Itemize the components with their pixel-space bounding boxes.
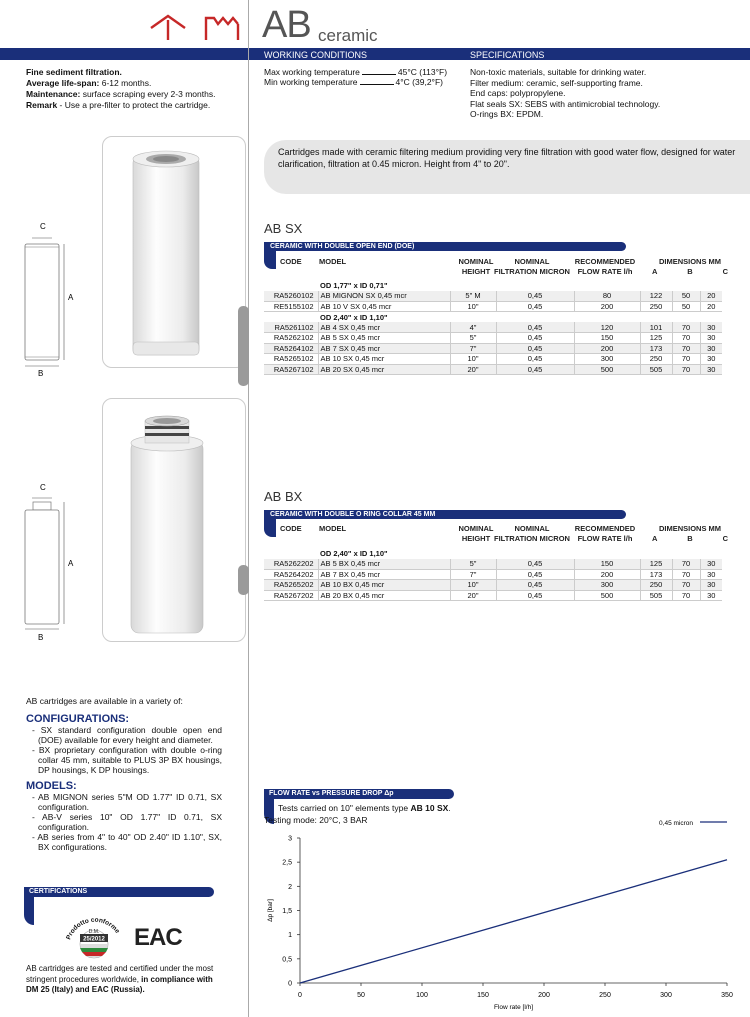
intro-line1: Fine sediment filtration.: [26, 67, 122, 77]
cell-micron: 0,45: [496, 590, 574, 601]
lifespan-label: Average life-span:: [26, 78, 100, 88]
dm25-seal-icon: [62, 906, 126, 960]
cell-flow: 500: [574, 364, 640, 375]
x-axis-label: Flow rate [l/h]: [493, 1004, 534, 1011]
cell-dim-c: 30: [700, 322, 722, 333]
cell-code: RA5267202: [264, 590, 318, 601]
bx-table: [264, 548, 722, 601]
bx-section-title: AB BX: [264, 489, 303, 504]
cell-model: AB 10 SX 0,45 mcr: [318, 354, 450, 365]
cell-height: 20": [450, 590, 496, 601]
working-conditions: [264, 67, 447, 87]
y-tick-label: 0: [288, 980, 292, 988]
cell-dim-c: 30: [700, 590, 722, 601]
x-tick-label: 150: [477, 992, 489, 999]
col-dimensions: DIMENSIONS MM A B C: [652, 257, 728, 276]
maintenance-value: surface scraping every 2-3 months.: [80, 89, 216, 99]
certifications-text: AB cartridges are tested and certified under the most stringent procedures worldwide, in compliance with DM 25 (Italy) and EAC (Russia).: [26, 964, 214, 994]
cell-dim-a: 122: [640, 291, 672, 302]
bx-dimension-diagram: [18, 480, 88, 642]
configurations-list: [26, 725, 222, 775]
cell-dim-a: 505: [640, 590, 672, 601]
y-tick-label: 2,5: [282, 859, 292, 867]
cell-dim-b: 70: [672, 590, 700, 601]
cell-dim-a: 250: [640, 580, 672, 591]
diagram-b-label: B: [38, 633, 44, 642]
bx-table-band: [264, 510, 626, 519]
working-conditions-heading: WORKING CONDITIONS: [264, 50, 367, 60]
col-micron: NOMINAL FILTRATION MICRON: [494, 257, 570, 276]
configurations-title: CONFIGURATIONS:: [26, 713, 130, 725]
cell-flow: 500: [574, 590, 640, 601]
min-temp-value: 4°C (39,2°F): [395, 77, 443, 87]
cell-dim-b: 70: [672, 580, 700, 591]
cell-flow: 80: [574, 291, 640, 302]
cell-micron: 0,45: [496, 569, 574, 580]
chart-band: [264, 789, 454, 799]
cell-height: 5": [450, 333, 496, 344]
cell-model: AB MIGNON SX 0,45 mcr: [318, 291, 450, 302]
maintenance-label: Maintenance:: [26, 89, 81, 99]
x-tick-label: 50: [357, 992, 365, 999]
chart-note-testing: Testing mode: 20°C, 3 BAR: [264, 815, 368, 825]
min-temp-label: Min working temperature: [264, 77, 358, 87]
cell-flow: 200: [574, 569, 640, 580]
column-divider: [248, 0, 249, 1017]
cell-code: RA5264202: [264, 569, 318, 580]
configuration-item: - SX standard configuration double open end (DOE) available for every height and diameter.: [32, 725, 222, 745]
cell-model: AB 5 BX 0,45 mcr: [318, 559, 450, 570]
cell-code: RA5262102: [264, 333, 318, 344]
subheader-label: OD 2,40" x ID 1,10": [318, 312, 722, 323]
sx-table-band: [264, 242, 626, 251]
cell-dim-b: 70: [672, 354, 700, 365]
cell-code: RA5265102: [264, 354, 318, 365]
intro-block: [26, 67, 241, 111]
page-title: AB: [262, 4, 311, 46]
certifications-band: [24, 887, 214, 897]
cell-model: AB 10 BX 0,45 mcr: [318, 580, 450, 591]
table-row: [264, 322, 722, 333]
y-tick-label: 0,5: [282, 956, 292, 964]
table-row: [264, 354, 722, 365]
diagram-c-label: C: [40, 222, 46, 231]
max-temp-value: 45°C (113°F): [397, 67, 448, 77]
col-height: NOMINAL HEIGHT: [458, 524, 494, 543]
cell-code: RA5261102: [264, 322, 318, 333]
chart-title: FLOW RATE vs PRESSURE DROP Δp: [269, 790, 394, 797]
specifications-list: [470, 67, 660, 120]
bx-table-header: [264, 524, 750, 544]
subheader-label: OD 1,77" x ID 0,71": [318, 280, 722, 291]
cell-dim-a: 125: [640, 333, 672, 344]
cell-micron: 0,45: [496, 322, 574, 333]
col-model: MODEL: [319, 524, 347, 533]
cell-flow: 200: [574, 343, 640, 354]
cell-dim-a: 250: [640, 301, 672, 312]
table-row: [264, 580, 722, 591]
remark-label: Remark: [26, 100, 58, 110]
cell-micron: 0,45: [496, 559, 574, 570]
table-row: [264, 559, 722, 570]
cell-code: RA5267102: [264, 364, 318, 375]
cell-height: 4": [450, 322, 496, 333]
x-tick-label: 100: [416, 992, 428, 999]
cell-model: AB 4 SX 0,45 mcr: [318, 322, 450, 333]
configuration-item: - BX proprietary configuration with double o-ring collar 45 mm, suitable to PLUS 3P BX housings, DP housings, K DP housings.: [32, 745, 222, 775]
cell-height: 20": [450, 364, 496, 375]
cell-dim-b: 70: [672, 569, 700, 580]
cell-code: RA5264102: [264, 343, 318, 354]
table-row: [264, 291, 722, 302]
sx-product-image-frame: [102, 136, 246, 368]
sx-side-tab: [238, 306, 249, 386]
model-item: - AB-V series 10" OD 1.77" ID 0.71, SX configuration.: [32, 812, 222, 832]
x-tick-label: 200: [538, 992, 550, 999]
cell-model: AB 20 BX 0,45 mcr: [318, 590, 450, 601]
cell-dim-a: 250: [640, 354, 672, 365]
cell-flow: 120: [574, 322, 640, 333]
y-tick-label: 1: [288, 932, 292, 940]
cell-dim-a: 173: [640, 569, 672, 580]
cell-dim-c: 30: [700, 343, 722, 354]
sx-table-band-label: CERAMIC WITH DOUBLE OPEN END (DOE): [270, 243, 415, 250]
specifications-heading: SPECIFICATIONS: [470, 50, 545, 60]
model-item: - AB MIGNON series 5"M OD 1.77" ID 0.71, SX configuration.: [32, 792, 222, 812]
cell-code: RA5265202: [264, 580, 318, 591]
svg-text:25/2012: 25/2012: [83, 936, 105, 943]
spec-item: Flat seals SX: SEBS with antimicrobial technology.: [470, 98, 661, 109]
cell-height: 7": [450, 569, 496, 580]
svg-text:Prodotto conforme a: Prodotto conforme: [65, 916, 121, 941]
cell-model: AB 7 BX 0,45 mcr: [318, 569, 450, 580]
table-subheader: [264, 548, 722, 559]
table-subheader: [264, 280, 722, 291]
svg-text:D.M.: D.M.: [88, 929, 100, 935]
certifications-tab: [24, 897, 34, 925]
description-text: Cartridges made with ceramic filtering medium providing very fine filtration with good water flow, designed for water clarification, filtration at 0.45 micron. Height from 4" to 20".: [278, 147, 736, 169]
cell-dim-c: 20: [700, 301, 722, 312]
cell-model: AB 10 V SX 0,45 mcr: [318, 301, 450, 312]
cell-dim-b: 50: [672, 301, 700, 312]
lifespan-value: 6-12 months.: [99, 78, 152, 88]
table-row: [264, 590, 722, 601]
models-title: MODELS:: [26, 780, 77, 792]
x-tick-label: 350: [721, 992, 733, 999]
spec-item: Non-toxic materials, suitable for drinking water.: [470, 67, 647, 77]
diagram-a-label: A: [68, 559, 74, 568]
cell-dim-b: 70: [672, 343, 700, 354]
spec-item: O-rings BX: EPDM.: [470, 109, 544, 119]
cell-dim-b: 70: [672, 333, 700, 344]
cell-dim-c: 30: [700, 364, 722, 375]
table-row: [264, 333, 722, 344]
bx-product-image-frame: [102, 398, 246, 642]
bx-cartridge-image: [103, 399, 247, 643]
cell-height: 7": [450, 343, 496, 354]
cell-height: 5" M: [450, 291, 496, 302]
cell-dim-c: 30: [700, 569, 722, 580]
diagram-c-label: C: [40, 483, 46, 492]
table-row: [264, 343, 722, 354]
cell-flow: 200: [574, 301, 640, 312]
col-height: NOMINAL HEIGHT: [458, 257, 494, 276]
col-model: MODEL: [319, 257, 347, 266]
cell-dim-a: 101: [640, 322, 672, 333]
table-row: [264, 364, 722, 375]
cell-model: AB 20 SX 0,45 mcr: [318, 364, 450, 375]
x-tick-label: 250: [599, 992, 611, 999]
eac-mark: EAC: [134, 924, 182, 951]
cell-dim-a: 505: [640, 364, 672, 375]
diagram-b-label: B: [38, 369, 44, 378]
col-flow: RECOMMENDED FLOW RATE l/h: [574, 524, 636, 543]
chart-note-elements: Tests carried on 10" elements type AB 10 SX.: [278, 803, 451, 813]
cell-dim-a: 125: [640, 559, 672, 570]
cell-micron: 0,45: [496, 580, 574, 591]
spec-item: End caps: polypropylene.: [470, 88, 566, 98]
cell-model: AB 5 SX 0,45 mcr: [318, 333, 450, 344]
availability-intro: AB cartridges are available in a variety of:: [26, 696, 183, 706]
table-row: [264, 569, 722, 580]
cell-dim-b: 70: [672, 559, 700, 570]
description-box: [264, 140, 750, 194]
sx-section-title: AB SX: [264, 221, 303, 236]
cell-dim-c: 30: [700, 333, 722, 344]
sx-table-header: [264, 257, 750, 277]
table-row: [264, 301, 722, 312]
cell-flow: 300: [574, 580, 640, 591]
cell-micron: 0,45: [496, 291, 574, 302]
legend-label: 0,45 micron: [659, 820, 693, 827]
cell-micron: 0,45: [496, 333, 574, 344]
max-temp-label: Max working temperature: [264, 67, 360, 77]
cell-dim-b: 70: [672, 322, 700, 333]
cell-height: 10": [450, 580, 496, 591]
sx-table: [264, 280, 722, 375]
x-tick-label: 300: [660, 992, 672, 999]
cell-height: 10": [450, 354, 496, 365]
bx-side-tab: [238, 565, 249, 595]
cell-code: RA5262202: [264, 559, 318, 570]
y-tick-label: 2: [288, 883, 292, 891]
cell-micron: 0,45: [496, 364, 574, 375]
sx-cartridge-image: [103, 137, 247, 369]
y-axis-label: Δp [bar]: [267, 899, 274, 922]
col-flow: RECOMMENDED FLOW RATE l/h: [574, 257, 636, 276]
cell-code: RE5155102: [264, 301, 318, 312]
cell-flow: 150: [574, 559, 640, 570]
model-item: - AB series from 4" to 40" OD 2.40" ID 1.10", SX, BX configurations.: [32, 832, 222, 852]
cell-dim-b: 50: [672, 291, 700, 302]
col-dimensions: DIMENSIONS MM A B C: [652, 524, 728, 543]
availability-block: [26, 696, 222, 852]
col-micron: NOMINAL FILTRATION MICRON: [494, 524, 570, 543]
remark-value: - Use a pre-filter to protect the cartridge.: [57, 100, 211, 110]
header-band: [0, 48, 750, 60]
cell-micron: 0,45: [496, 354, 574, 365]
bx-table-band-label: CERAMIC WITH DOUBLE O RING COLLAR 45 MM: [270, 511, 436, 518]
cell-micron: 0,45: [496, 343, 574, 354]
cell-dim-c: 30: [700, 559, 722, 570]
subheader-label: OD 2,40" x ID 1,10": [318, 548, 722, 559]
cell-dim-c: 20: [700, 291, 722, 302]
y-tick-label: 3: [288, 835, 292, 843]
cell-dim-b: 70: [672, 364, 700, 375]
col-code: CODE: [280, 524, 302, 533]
cell-dim-a: 173: [640, 343, 672, 354]
x-tick-label: 0: [298, 992, 302, 999]
cell-height: 5": [450, 559, 496, 570]
cell-dim-c: 30: [700, 354, 722, 365]
models-list: [26, 792, 222, 852]
diagram-a-label: A: [68, 293, 74, 302]
cell-dim-c: 30: [700, 580, 722, 591]
cell-height: 10": [450, 301, 496, 312]
cell-micron: 0,45: [496, 301, 574, 312]
spec-item: Filter medium: ceramic, self-supporting frame.: [470, 77, 643, 88]
brand-house-icons: [148, 12, 244, 44]
flow-rate-chart: [260, 818, 748, 1016]
cell-flow: 300: [574, 354, 640, 365]
col-code: CODE: [280, 257, 302, 266]
cell-flow: 150: [574, 333, 640, 344]
cell-model: AB 7 SX 0,45 mcr: [318, 343, 450, 354]
sx-dimension-diagram: [18, 218, 88, 378]
series-line: [300, 860, 727, 983]
y-tick-label: 1,5: [282, 908, 292, 915]
cell-code: RA5260102: [264, 291, 318, 302]
table-subheader: [264, 312, 722, 323]
page-subtitle: ceramic: [318, 26, 378, 45]
certifications-band-label: CERTIFICATIONS: [29, 888, 88, 895]
